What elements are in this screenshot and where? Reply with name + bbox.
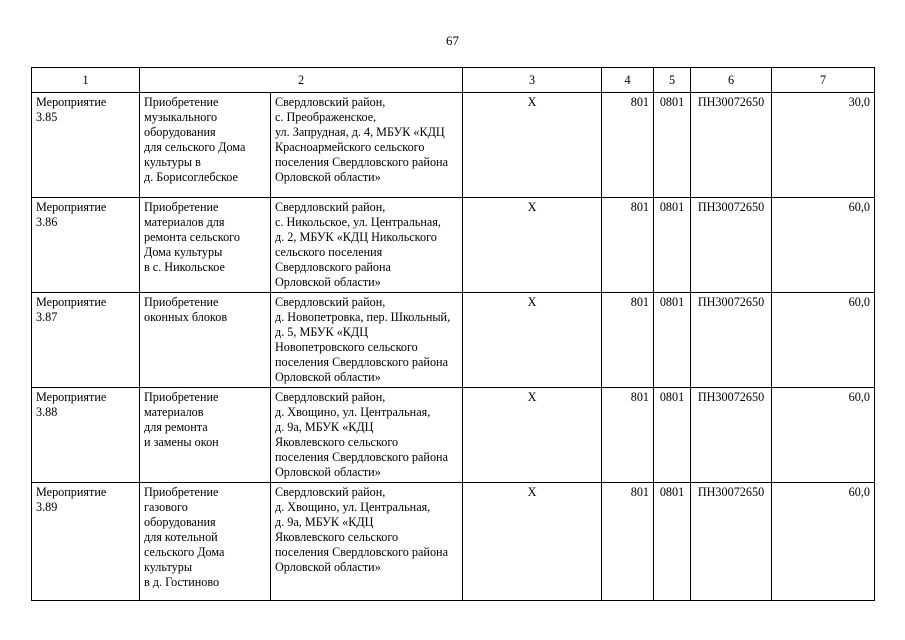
- name-cell: Приобретение материалов для ремонта сельского Дома культуры в с. Никольское: [140, 198, 271, 293]
- col6-cell: ПН30072650: [691, 483, 772, 601]
- col4-cell: 801: [602, 93, 654, 198]
- name-cell: Приобретение материалов для ремонта и замены окон: [140, 388, 271, 483]
- col7-cell: 60,0: [772, 483, 875, 601]
- col5-cell: 0801: [654, 388, 691, 483]
- address-cell: Свердловский район, с. Преображенское, ул. Запрудная, д. 4, МБУК «КДЦ Красноармейского сельского поселения Свердловского района Орловской области»: [271, 93, 463, 198]
- budget-table: [31, 67, 875, 601]
- event-cell: Мероприятие 3.85: [32, 93, 140, 198]
- col3-cell: Х: [463, 483, 602, 601]
- header-row: [32, 68, 875, 93]
- table-row: [32, 483, 875, 601]
- header-col-2: 2: [140, 68, 463, 93]
- col6-cell: ПН30072650: [691, 93, 772, 198]
- table-row: [32, 93, 875, 198]
- address-cell: Свердловский район, д. Хвощино, ул. Центральная, д. 9а, МБУК «КДЦ Яковлевского сельского поселения Свердловского района Орловской области»: [271, 483, 463, 601]
- name-cell: Приобретение оконных блоков: [140, 293, 271, 388]
- col7-cell: 60,0: [772, 388, 875, 483]
- header-col-5: 5: [654, 68, 691, 93]
- name-cell: Приобретение музыкального оборудования для сельского Дома культуры в д. Борисоглебское: [140, 93, 271, 198]
- event-cell: Мероприятие 3.87: [32, 293, 140, 388]
- col3-cell: Х: [463, 93, 602, 198]
- name-cell: Приобретение газового оборудования для котельной сельского Дома культуры в д. Гостиново: [140, 483, 271, 601]
- event-cell: Мероприятие 3.88: [32, 388, 140, 483]
- col6-cell: ПН30072650: [691, 198, 772, 293]
- col5-cell: 0801: [654, 293, 691, 388]
- table-row: [32, 293, 875, 388]
- header-col-7: 7: [772, 68, 875, 93]
- col4-cell: 801: [602, 483, 654, 601]
- address-cell: Свердловский район, д. Новопетровка, пер. Школьный, д. 5, МБУК «КДЦ Новопетровского сельского поселения Свердловского района Орловской области»: [271, 293, 463, 388]
- event-cell: Мероприятие 3.86: [32, 198, 140, 293]
- col4-cell: 801: [602, 293, 654, 388]
- col4-cell: 801: [602, 198, 654, 293]
- col5-cell: 0801: [654, 198, 691, 293]
- col7-cell: 60,0: [772, 198, 875, 293]
- col4-cell: 801: [602, 388, 654, 483]
- header-col-3: 3: [463, 68, 602, 93]
- address-cell: Свердловский район, с. Никольское, ул. Центральная, д. 2, МБУК «КДЦ Никольского сельского поселения Свердловского района Орловской области»: [271, 198, 463, 293]
- event-cell: Мероприятие 3.89: [32, 483, 140, 601]
- col5-cell: 0801: [654, 93, 691, 198]
- address-cell: Свердловский район, д. Хвощино, ул. Центральная, д. 9а, МБУК «КДЦ Яковлевского сельского поселения Свердловского района Орловской области»: [271, 388, 463, 483]
- col5-cell: 0801: [654, 483, 691, 601]
- table-row: [32, 388, 875, 483]
- header-col-6: 6: [691, 68, 772, 93]
- col7-cell: 30,0: [772, 93, 875, 198]
- col7-cell: 60,0: [772, 293, 875, 388]
- col3-cell: Х: [463, 293, 602, 388]
- col6-cell: ПН30072650: [691, 293, 772, 388]
- table-row: [32, 198, 875, 293]
- page-number: 67: [446, 33, 459, 48]
- col3-cell: Х: [463, 388, 602, 483]
- col6-cell: ПН30072650: [691, 388, 772, 483]
- col3-cell: Х: [463, 198, 602, 293]
- header-col-4: 4: [602, 68, 654, 93]
- header-col-1: 1: [32, 68, 140, 93]
